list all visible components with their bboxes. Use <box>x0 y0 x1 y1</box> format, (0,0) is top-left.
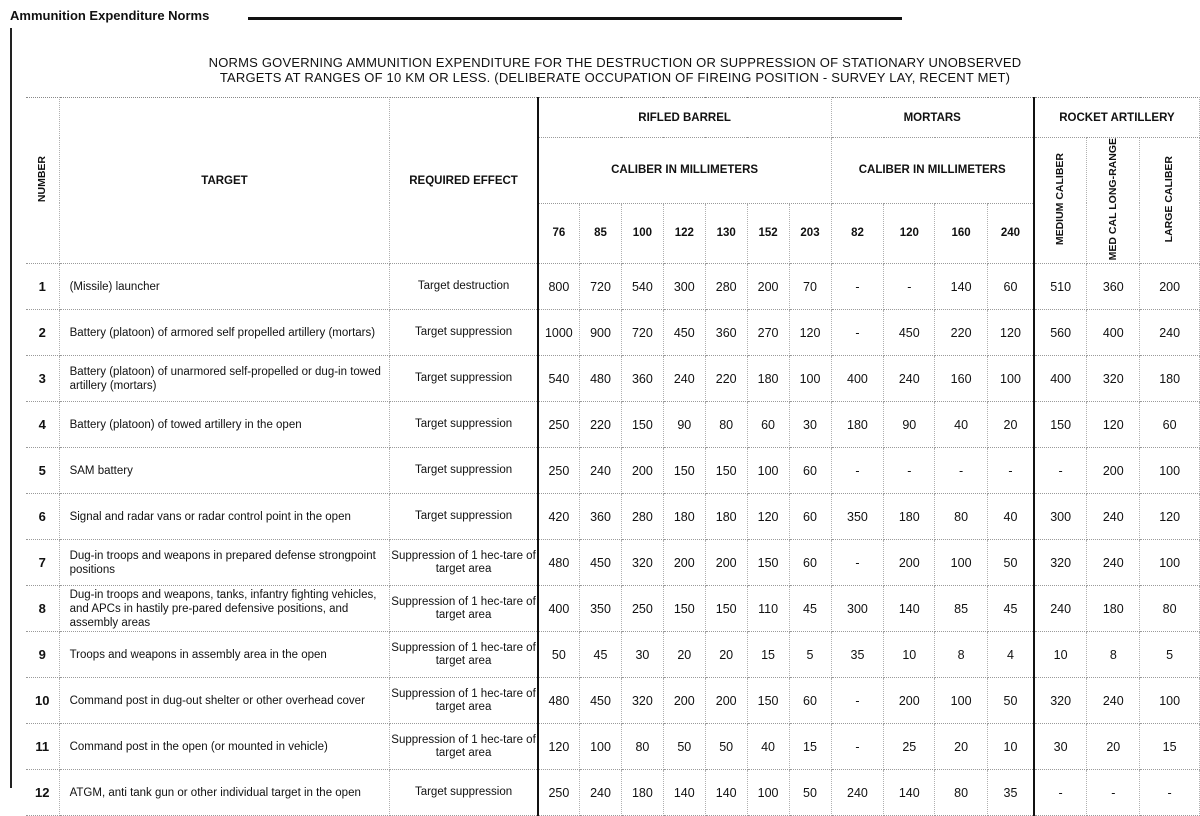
row-target: ATGM, anti tank gun or other individual target in the open <box>59 770 390 816</box>
value-cell: 200 <box>705 678 747 724</box>
value-cell: 40 <box>935 402 988 448</box>
value-cell: 100 <box>789 356 831 402</box>
header-caliber-130: 130 <box>705 203 747 264</box>
row-number: 6 <box>26 494 59 540</box>
header-rocket-large-caliber <box>1140 138 1200 264</box>
value-cell: 50 <box>663 724 705 770</box>
value-cell: 240 <box>1140 310 1200 356</box>
value-cell: 200 <box>1140 264 1200 310</box>
row-required-effect: Target suppression <box>390 494 538 540</box>
header-number-text: NUMBER <box>35 156 48 203</box>
header-number <box>26 98 59 264</box>
value-cell: 120 <box>988 310 1034 356</box>
value-cell: 250 <box>538 448 580 494</box>
value-cell: 200 <box>621 448 663 494</box>
row-number: 3 <box>26 356 59 402</box>
header-rocket-artillery: ROCKET ARTILLERY <box>1034 98 1200 138</box>
header-rocket-medium-caliber-text: MEDIUM CALIBER <box>1054 153 1067 246</box>
value-cell: 20 <box>663 632 705 678</box>
value-cell: 150 <box>747 678 789 724</box>
header-rocket-med-cal-long-range-text: MED CAL LONG-RANGE <box>1106 138 1119 261</box>
value-cell: 5 <box>1140 632 1200 678</box>
value-cell: 160 <box>935 356 988 402</box>
value-cell: 180 <box>663 494 705 540</box>
value-cell: 30 <box>1034 724 1087 770</box>
value-cell: 50 <box>538 632 580 678</box>
value-cell: 400 <box>831 356 884 402</box>
value-cell: 180 <box>705 494 747 540</box>
table-row <box>26 448 1200 494</box>
value-cell: 85 <box>935 586 988 632</box>
value-cell: 30 <box>621 632 663 678</box>
value-cell: 240 <box>663 356 705 402</box>
value-cell: 240 <box>884 356 935 402</box>
row-required-effect: Target suppression <box>390 356 538 402</box>
value-cell: 10 <box>1034 632 1087 678</box>
value-cell: - <box>831 724 884 770</box>
value-cell: 220 <box>705 356 747 402</box>
value-cell: 50 <box>789 770 831 816</box>
value-cell: 60 <box>789 678 831 724</box>
value-cell: 100 <box>1140 540 1200 586</box>
table-row <box>26 402 1200 448</box>
value-cell: 450 <box>663 310 705 356</box>
value-cell: 1000 <box>538 310 580 356</box>
value-cell: 5 <box>789 632 831 678</box>
table-row <box>26 632 1200 678</box>
value-cell: 240 <box>580 448 622 494</box>
value-cell: 100 <box>747 448 789 494</box>
header-required-effect: REQUIRED EFFECT <box>390 98 538 264</box>
row-required-effect: Suppression of 1 hec-tare of target area <box>390 632 538 678</box>
value-cell: 180 <box>621 770 663 816</box>
value-cell: 80 <box>621 724 663 770</box>
document-title <box>150 55 1080 85</box>
header-caliber-mortars: CALIBER IN MILLIMETERS <box>831 138 1034 204</box>
value-cell: 120 <box>1140 494 1200 540</box>
value-cell: 60 <box>988 264 1034 310</box>
table-row <box>26 264 1200 310</box>
value-cell: 50 <box>705 724 747 770</box>
value-cell: 140 <box>884 770 935 816</box>
value-cell: 540 <box>621 264 663 310</box>
value-cell: 200 <box>663 540 705 586</box>
value-cell: 480 <box>580 356 622 402</box>
table-row <box>26 310 1200 356</box>
row-target: (Missile) launcher <box>59 264 390 310</box>
value-cell: 100 <box>580 724 622 770</box>
value-cell: 540 <box>538 356 580 402</box>
value-cell: 70 <box>789 264 831 310</box>
value-cell: 80 <box>935 770 988 816</box>
row-target: Troops and weapons in assembly area in the open <box>59 632 390 678</box>
value-cell: 100 <box>988 356 1034 402</box>
value-cell: 360 <box>705 310 747 356</box>
value-cell: 180 <box>884 494 935 540</box>
value-cell: 8 <box>1087 632 1140 678</box>
value-cell: 80 <box>705 402 747 448</box>
value-cell: 240 <box>1087 678 1140 724</box>
value-cell: 45 <box>580 632 622 678</box>
value-cell: 200 <box>663 678 705 724</box>
value-cell: 25 <box>884 724 935 770</box>
value-cell: 300 <box>1034 494 1087 540</box>
header-caliber-85: 85 <box>580 203 622 264</box>
value-cell: - <box>1140 770 1200 816</box>
section-title: Ammunition Expenditure Norms <box>10 8 210 23</box>
value-cell: 720 <box>621 310 663 356</box>
header-rocket-large-caliber-text: LARGE CALIBER <box>1163 155 1176 243</box>
value-cell: 360 <box>621 356 663 402</box>
header-caliber-152: 152 <box>747 203 789 264</box>
row-target: Dug-in troops and weapons, tanks, infantry fighting vehicles, and APCs in hastily pre-pared defensive positions, and assembly areas <box>59 586 390 632</box>
value-cell: 35 <box>988 770 1034 816</box>
value-cell: - <box>831 540 884 586</box>
value-cell: 900 <box>580 310 622 356</box>
document-title-line-1: NORMS GOVERNING AMMUNITION EXPENDITURE FOR THE DESTRUCTION OR SUPPRESSION OF STATIONARY UNOBSERVED <box>208 55 1022 70</box>
value-cell: 480 <box>538 678 580 724</box>
value-cell: 20 <box>935 724 988 770</box>
value-cell: 80 <box>935 494 988 540</box>
value-cell: 140 <box>935 264 988 310</box>
value-cell: - <box>1034 770 1087 816</box>
row-target: Battery (platoon) of armored self propelled artillery (mortars) <box>59 310 390 356</box>
value-cell: - <box>831 310 884 356</box>
row-number: 5 <box>26 448 59 494</box>
value-cell: 200 <box>884 540 935 586</box>
value-cell: 220 <box>935 310 988 356</box>
header-caliber-203: 203 <box>789 203 831 264</box>
table-row <box>26 356 1200 402</box>
value-cell: 100 <box>747 770 789 816</box>
value-cell: 350 <box>831 494 884 540</box>
value-cell: 20 <box>705 632 747 678</box>
value-cell: 120 <box>789 310 831 356</box>
row-required-effect: Suppression of 1 hec-tare of target area <box>390 724 538 770</box>
value-cell: 180 <box>1140 356 1200 402</box>
row-required-effect: Target suppression <box>390 310 538 356</box>
header-caliber-82: 82 <box>831 203 884 264</box>
value-cell: - <box>1087 770 1140 816</box>
value-cell: 240 <box>1034 586 1087 632</box>
row-required-effect: Target suppression <box>390 402 538 448</box>
value-cell: 45 <box>988 586 1034 632</box>
value-cell: 150 <box>663 586 705 632</box>
value-cell: 150 <box>747 540 789 586</box>
value-cell: 800 <box>538 264 580 310</box>
value-cell: 360 <box>1087 264 1140 310</box>
value-cell: 50 <box>988 540 1034 586</box>
value-cell: 10 <box>884 632 935 678</box>
value-cell: 350 <box>580 586 622 632</box>
row-number: 7 <box>26 540 59 586</box>
value-cell: 15 <box>789 724 831 770</box>
value-cell: 200 <box>884 678 935 724</box>
header-mortars: MORTARS <box>831 98 1034 138</box>
table-row <box>26 540 1200 586</box>
value-cell: 400 <box>1034 356 1087 402</box>
value-cell: 30 <box>789 402 831 448</box>
header-caliber-160: 160 <box>935 203 988 264</box>
value-cell: 45 <box>789 586 831 632</box>
value-cell: 180 <box>1087 586 1140 632</box>
value-cell: 320 <box>1087 356 1140 402</box>
value-cell: 15 <box>1140 724 1200 770</box>
document-title-line-2: TARGETS AT RANGES OF 10 KM OR LESS. (DELIBERATE OCCUPATION OF FIREING POSITION - SURVEY LAY, RECENT MET) <box>219 70 1011 85</box>
value-cell: 360 <box>580 494 622 540</box>
row-required-effect: Target suppression <box>390 770 538 816</box>
value-cell: 100 <box>935 678 988 724</box>
value-cell: 240 <box>1087 494 1140 540</box>
row-number: 12 <box>26 770 59 816</box>
row-required-effect: Suppression of 1 hec-tare of target area <box>390 678 538 724</box>
value-cell: 40 <box>747 724 789 770</box>
header-caliber-120: 120 <box>884 203 935 264</box>
value-cell: 110 <box>747 586 789 632</box>
header-rocket-med-cal-long-range <box>1087 138 1140 264</box>
row-required-effect: Target suppression <box>390 448 538 494</box>
value-cell: 60 <box>1140 402 1200 448</box>
row-required-effect: Target destruction <box>390 264 538 310</box>
value-cell: 20 <box>1087 724 1140 770</box>
value-cell: 150 <box>663 448 705 494</box>
value-cell: 140 <box>884 586 935 632</box>
value-cell: 480 <box>538 540 580 586</box>
value-cell: - <box>831 264 884 310</box>
row-target: Command post in the open (or mounted in vehicle) <box>59 724 390 770</box>
value-cell: 180 <box>831 402 884 448</box>
value-cell: 450 <box>580 540 622 586</box>
value-cell: 280 <box>621 494 663 540</box>
table-body <box>26 264 1200 816</box>
value-cell: 320 <box>621 678 663 724</box>
value-cell: 450 <box>580 678 622 724</box>
row-target: Dug-in troops and weapons in prepared defense strongpoint positions <box>59 540 390 586</box>
value-cell: 280 <box>705 264 747 310</box>
table-row <box>26 678 1200 724</box>
value-cell: 40 <box>988 494 1034 540</box>
value-cell: 100 <box>1140 448 1200 494</box>
value-cell: 200 <box>1087 448 1140 494</box>
value-cell: 200 <box>705 540 747 586</box>
value-cell: 60 <box>747 402 789 448</box>
row-number: 2 <box>26 310 59 356</box>
table-row <box>26 494 1200 540</box>
value-cell: 270 <box>747 310 789 356</box>
value-cell: 240 <box>1087 540 1140 586</box>
row-target: Battery (platoon) of unarmored self-propelled or dug-in towed artillery (mortars) <box>59 356 390 402</box>
left-margin-rule <box>10 28 12 788</box>
header-caliber-122: 122 <box>663 203 705 264</box>
row-number: 1 <box>26 264 59 310</box>
value-cell: 400 <box>538 586 580 632</box>
value-cell: 150 <box>705 586 747 632</box>
value-cell: 250 <box>538 402 580 448</box>
value-cell: 90 <box>663 402 705 448</box>
value-cell: 400 <box>1087 310 1140 356</box>
value-cell: 240 <box>580 770 622 816</box>
value-cell: 60 <box>789 540 831 586</box>
row-target: SAM battery <box>59 448 390 494</box>
value-cell: 15 <box>747 632 789 678</box>
value-cell: 510 <box>1034 264 1087 310</box>
row-required-effect: Suppression of 1 hec-tare of target area <box>390 540 538 586</box>
value-cell: - <box>884 448 935 494</box>
header-target: TARGET <box>59 98 390 264</box>
value-cell: 100 <box>935 540 988 586</box>
value-cell: - <box>1034 448 1087 494</box>
header-caliber-100: 100 <box>621 203 663 264</box>
row-number: 10 <box>26 678 59 724</box>
value-cell: 90 <box>884 402 935 448</box>
value-cell: 200 <box>747 264 789 310</box>
value-cell: 80 <box>1140 586 1200 632</box>
row-target: Command post in dug-out shelter or other overhead cover <box>59 678 390 724</box>
value-cell: 150 <box>1034 402 1087 448</box>
value-cell: 120 <box>747 494 789 540</box>
row-number: 8 <box>26 586 59 632</box>
value-cell: 180 <box>747 356 789 402</box>
table-row <box>26 770 1200 816</box>
value-cell: 8 <box>935 632 988 678</box>
value-cell: 150 <box>621 402 663 448</box>
value-cell: - <box>884 264 935 310</box>
table-row <box>26 724 1200 770</box>
value-cell: 220 <box>580 402 622 448</box>
value-cell: 300 <box>831 586 884 632</box>
value-cell: 250 <box>538 770 580 816</box>
value-cell: 20 <box>988 402 1034 448</box>
value-cell: 60 <box>789 494 831 540</box>
row-required-effect: Suppression of 1 hec-tare of target area <box>390 586 538 632</box>
value-cell: - <box>831 448 884 494</box>
header-caliber-76: 76 <box>538 203 580 264</box>
value-cell: - <box>831 678 884 724</box>
row-number: 11 <box>26 724 59 770</box>
value-cell: 560 <box>1034 310 1087 356</box>
value-cell: 100 <box>1140 678 1200 724</box>
value-cell: 150 <box>705 448 747 494</box>
header-caliber-rifled: CALIBER IN MILLIMETERS <box>538 138 831 204</box>
value-cell: 10 <box>988 724 1034 770</box>
header-caliber-240: 240 <box>988 203 1034 264</box>
row-number: 4 <box>26 402 59 448</box>
value-cell: 720 <box>580 264 622 310</box>
value-cell: 120 <box>538 724 580 770</box>
value-cell: 50 <box>988 678 1034 724</box>
header-rifled-barrel: RIFLED BARREL <box>538 98 831 138</box>
value-cell: 300 <box>663 264 705 310</box>
value-cell: 140 <box>663 770 705 816</box>
row-number: 9 <box>26 632 59 678</box>
row-target: Battery (platoon) of towed artillery in the open <box>59 402 390 448</box>
header-rocket-medium-caliber <box>1034 138 1087 264</box>
value-cell: 420 <box>538 494 580 540</box>
value-cell: 240 <box>831 770 884 816</box>
value-cell: 4 <box>988 632 1034 678</box>
value-cell: 320 <box>1034 540 1087 586</box>
value-cell: 35 <box>831 632 884 678</box>
value-cell: - <box>935 448 988 494</box>
value-cell: 120 <box>1087 402 1140 448</box>
table-row <box>26 586 1200 632</box>
title-rule <box>248 17 902 20</box>
ammunition-norms-table <box>26 97 1200 816</box>
value-cell: 140 <box>705 770 747 816</box>
value-cell: - <box>988 448 1034 494</box>
value-cell: 250 <box>621 586 663 632</box>
row-target: Signal and radar vans or radar control point in the open <box>59 494 390 540</box>
value-cell: 450 <box>884 310 935 356</box>
value-cell: 320 <box>621 540 663 586</box>
value-cell: 320 <box>1034 678 1087 724</box>
value-cell: 60 <box>789 448 831 494</box>
